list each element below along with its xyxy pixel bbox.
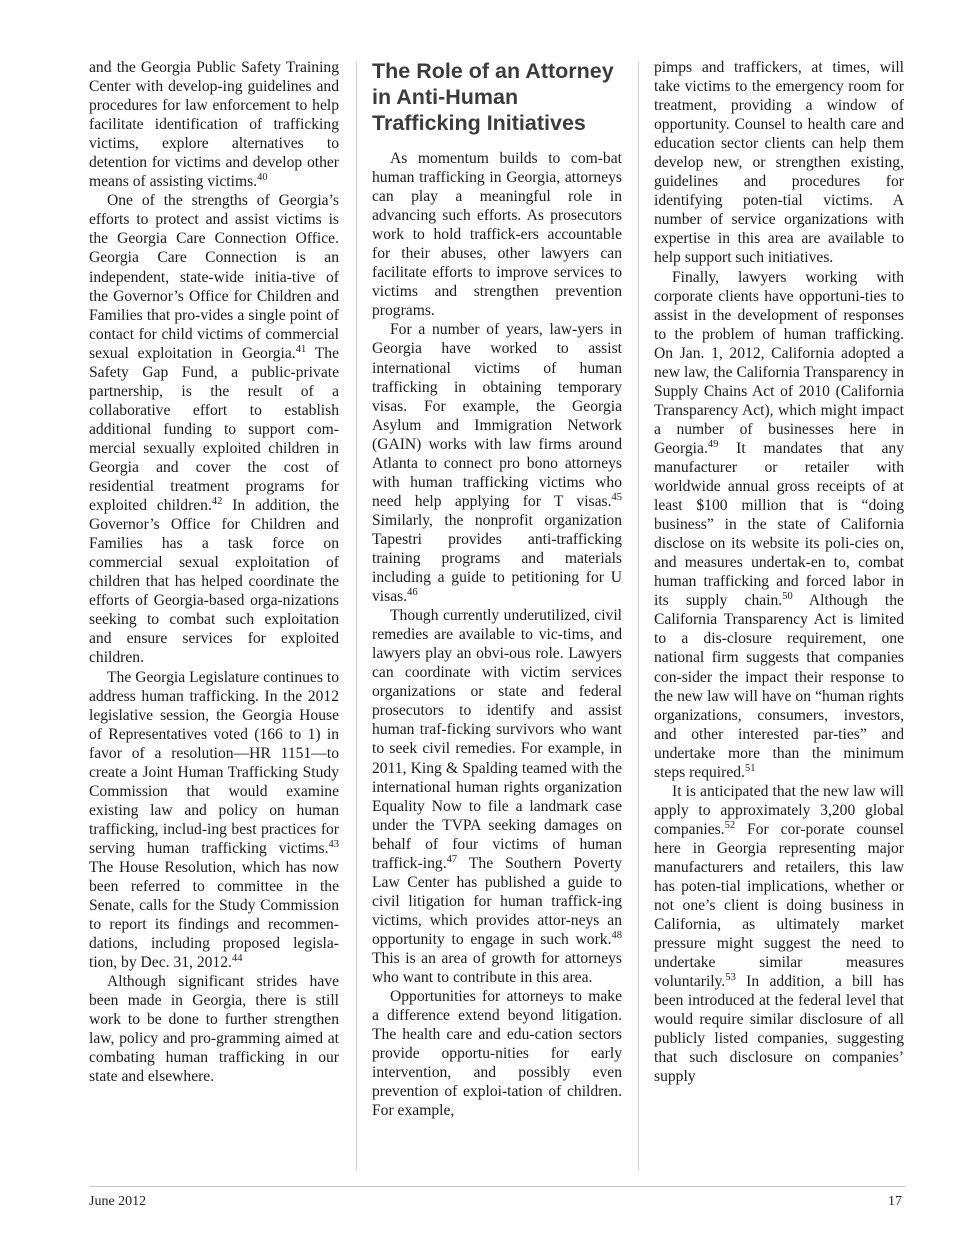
paragraph (372, 987, 622, 1120)
footnote-ref: 48 (611, 929, 622, 941)
paragraph (654, 58, 904, 268)
paragraph-text: In addition, the Governor’s Office for Children and Families has a task force on commercial sexual exploitation of children that has helped coordinate the efforts of Georgia-based orga-nizations seeking to combat such exploitation and ensure services for exploited children. (89, 497, 339, 667)
column-divider-1 (356, 62, 357, 1170)
paragraph-text: One of the strengths of Georgia’s efforts to protect and assist victims is the Georgia Care Connection Office. Georgia Care Connection is an independent, state-wide initia-tive of the Governor’s Office for Children and Families that pro-vides a single point of contact for child victims of commercial sexual exploitation in Georgia. (89, 192, 339, 362)
paragraph (654, 782, 904, 1087)
text-column-1 (89, 58, 339, 1087)
paragraph (89, 668, 339, 973)
paragraph-text: pimps and traffickers, at times, will take victims to the emergency room for treatment, providing a window of opportunity. Counsel to health care and education sector clients can help them develop new, or strengthen existing, guidelines and procedures for identifying poten-tial victims. A number of service organizations with expertise in this area are available to help support such initiatives. (654, 59, 904, 267)
footnote-ref: 51 (744, 762, 756, 774)
paragraph (372, 606, 622, 987)
paragraph-text: In addition, a bill has been introduced at the federal level that would require similar disclosure of all publicly listed companies, suggesting that such disclosure on companies’ supply (654, 973, 904, 1086)
paragraph (372, 320, 622, 606)
paragraph-text: It mandates that any manufacturer or retailer with worldwide annual gross receipts of at least $100 million that is “doing business” in the state of California disclose on its website its poli-cies on, and measures undertak-en to, combat human trafficking and forced labor in its supply chain. (654, 439, 904, 610)
footnote-ref: 52 (724, 819, 736, 831)
footnote-ref: 45 (611, 491, 622, 503)
paragraph-text: As momentum builds to com-bat human trafficking in Georgia, attorneys can play a meaningful role in advancing such efforts. As prosecutors work to hold traffick-ers accountable for their abuses, other lawyers can facilitate efforts to improve services to victims and strengthen prevention programs. (372, 150, 622, 320)
paragraph-text: The Georgia Legislature continues to address human trafficking. In the 2012 legislative session, the Georgia House of Representatives voted (166 to 1) in favor of a resolution—HR 1151—to create a Joint Human Trafficking Study Commission that would examine existing law and policy on human trafficking, includ-ing best practices for serving human trafficking victims. (89, 668, 339, 857)
footnote-ref: 53 (725, 972, 736, 984)
footer-rule (89, 1186, 906, 1187)
paragraph-text: Though currently underutilized, civil remedies are available to vic-tims, and lawyers play an obvi-ous role. Lawyers can coordinate with victim services organizations or state and federal prosecutors to identify and assist human traf-ficking survivors who want to seek civil remedies. For example, in 2011, King & Spalding teamed with the international human rights organization Equality Now to file a landmark case under the TVPA seeking damages on behalf of four victims of human traffick-ing. (372, 607, 622, 872)
paragraph (89, 972, 339, 1086)
footer-date: June 2012 (89, 1194, 147, 1209)
footnote-ref: 42 (211, 495, 223, 507)
footnote-ref: 50 (782, 591, 793, 603)
paragraph-text: The Safety Gap Fund, a public-private partnership, is the result of a collaborative effort to establish additional funding to support com-mercial sexually exploited children in Georgia and cover the cost of residential treatment programs for exploited children. (89, 344, 339, 515)
column-divider-2 (638, 62, 639, 1170)
paragraph-text: and the Georgia Public Safety Training Center with develop-ing guidelines and procedures for law enforcement to help facilitate identification of trafficking victims, explore alternatives to detention for victims and develop other means of assisting victims. (89, 59, 339, 191)
paragraph-text: The Southern Poverty Law Center has published a guide to civil litigation for human traffick-ing victims, which provides attor-neys an opportunity to engage in such work. (372, 854, 622, 948)
paragraph (372, 149, 622, 320)
page-number: 17 (888, 1194, 902, 1209)
paragraph-text: Finally, lawyers working with corporate clients have opportuni-ties to assist in the development of responses to the problem of human trafficking. On Jan. 1, 2012, California adopted a new law, the California Transparency in Supply Chains Act of 2010 (California Transparency Act), which might impact a number of businesses here in Georgia. (654, 268, 904, 457)
paragraph-text: It is anticipated that the new law will apply to approximately 3,200 global companies. (654, 782, 904, 838)
paragraph-text: For a number of years, law-yers in Georgia have worked to assist international victims of human trafficking in obtaining temporary visas. For example, the Georgia Asylum and Immigration Network (GAIN) works with law firms around Atlanta to connect pro bono attorneys with human trafficking victims who need help applying for T visas. (372, 321, 622, 510)
paragraph-text: Opportunities for attorneys to make a difference extend beyond litigation. The health care and edu-cation sectors provide opportu-nities for early intervention, and possibly even prevention of exploi-tation of children. For example, (372, 988, 622, 1120)
footnote-ref: 49 (707, 438, 719, 450)
paragraph-text: This is an area of growth for attorneys who want to contribute in this area. (372, 949, 622, 987)
paragraph (654, 268, 904, 782)
paragraph-text: Although significant strides have been made in Georgia, there is still work to be done to further strengthen law, policy and pro-gramming aimed at combating human trafficking in our state and elsewhere. (89, 973, 339, 1086)
text-column-3 (654, 58, 904, 1087)
footnote-ref: 40 (257, 172, 268, 184)
footnote-ref: 46 (407, 586, 418, 598)
footnote-ref: 41 (295, 343, 307, 355)
paragraph-text: The House Resolution, which has now been referred to committee in the Senate, calls for the Study Commission to report its findings and recommen-dations, including proposed legisla-tion, by Dec. 31, 2012. (89, 858, 339, 972)
paragraph (89, 58, 339, 191)
text-column-2 (372, 58, 622, 1120)
paragraph (89, 191, 339, 667)
footnote-ref: 43 (328, 838, 339, 850)
paragraph-text: For cor-porate counsel here in Georgia representing major manufacturers and retailers, this law has poten-tial implications, whether or not one’s client is doing business in California, as ultimately market pressure might suggest the need to undertake similar measures voluntarily. (654, 820, 904, 991)
footnote-ref: 44 (231, 953, 243, 965)
footnote-ref: 47 (446, 853, 458, 865)
section-heading: The Role of an Attorney in Anti-Human Trafficking Initiatives (372, 59, 614, 135)
paragraph-text: Similarly, the nonprofit organization Tapestri provides anti-trafficking training programs and materials including a guide to petitioning for U visas. (372, 511, 622, 606)
paragraph-text: Although the California Transparency Act is limited to a dis-closure requirement, one national firm suggests that companies con-sider the impact their response to the new law will have on “human rights organizations, consumers, investors, and other interested par-ties” and undertake more than the minimum steps required. (654, 592, 904, 781)
